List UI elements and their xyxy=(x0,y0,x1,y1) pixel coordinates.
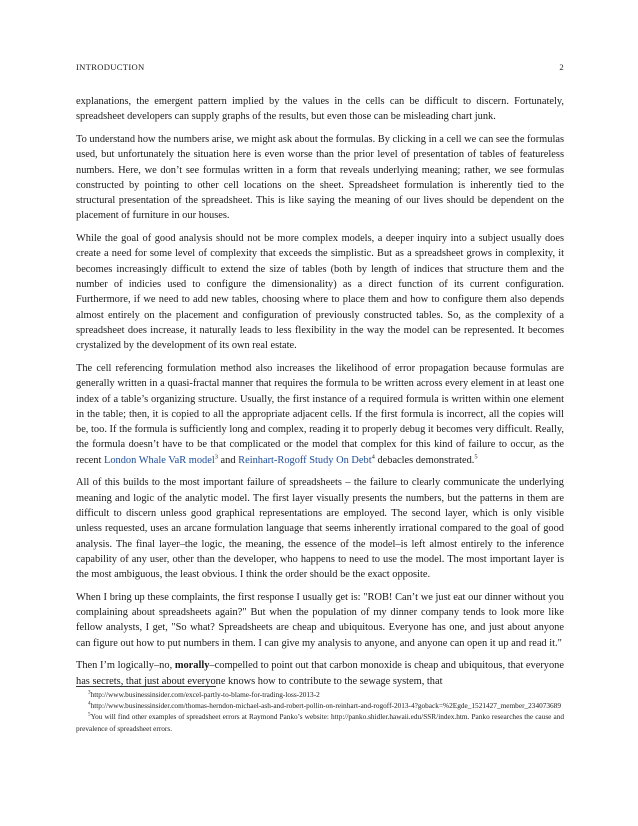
footnote-text[interactable]: http://www.businessinsider.com/excel-partly-to-blame-for-trading-loss-2013-2 xyxy=(90,690,320,699)
footnote-divider xyxy=(76,686,216,687)
footnote xyxy=(76,711,564,733)
paragraph: When I bring up these complaints, the first response I usually get is: "ROB! Can’t we just eat our dinner without you complaining about spreadsheets again?" But when the population of my dinner company tends to look more like fellow analysts, I get, "So what? Spreadsheets are cheap and ubiquitous. Everyone has one, and just about anyone can figure out how to put numbers in them. I can give my analysis to anyone, and anyone can open it up and read it." xyxy=(76,591,564,649)
paragraph-text: –compelled to point out that carbon monoxide is cheap and ubiquitous, that everyone has secrets, that just about everyone knows how to contribute to the sewage system, that xyxy=(76,660,564,687)
paragraph: To understand how the numbers arise, we might ask about the formulas. By clicking in a cell we can see the formulas used, but unfortunately the situation here is even worse than the prior level of presentation of tables of featureless numbers. Here, we don’t see formulas written in a form that reveals underlying meaning; rather, we see formulas constructed by pointing to other cell locations on the sheet. Spreadsheet formulation is inherently tied to the structural presentation of the spreadsheet. This is like saying the meaning of our lives should be dependent on the placement of furniture in our houses. xyxy=(76,133,564,222)
footnote-ref[interactable]: 4 xyxy=(371,453,375,461)
london-whale-link[interactable]: London Whale VaR model xyxy=(103,454,215,466)
paragraph xyxy=(76,361,564,468)
footnotes xyxy=(76,689,564,734)
paragraph: explanations, the emergent pattern implied by the values in the cells can be difficult to discern. Fortunately, spreadsheet developers can supply graphs of the results, but even those can be misleading chart junk. xyxy=(76,96,564,123)
reinhart-rogoff-link[interactable]: Reinhart-Rogoff Study On Debt xyxy=(238,454,372,466)
paragraph-text: debacles demonstrated. xyxy=(374,454,475,466)
footnote-ref[interactable]: 3 xyxy=(214,453,218,461)
paragraph-text: and xyxy=(217,454,239,466)
footnote-mark: 4 xyxy=(88,700,91,707)
footnote-text[interactable]: http://www.businessinsider.com/thomas-herndon-michael-ash-and-robert-pollin-on-reinhart-and-rogoff-2013-4?goback=%2Egde_1521427_member_234073689 xyxy=(90,701,561,711)
footnote xyxy=(76,689,564,700)
paragraph-text: The cell referencing formulation method also increases the likelihood of error propagation because formulas are generally written in a quasi-fractal manner that requires the formula to be written across every element in at least one index of a table’s organizing structure. Usually, the first instance of a required formula is written within one element in the table; then, it is copied to all the appropriate adjacent cells. If the first formula is incorrect, all the copies will be, too. If the formula is sufficiently long and complex, reading it to properly debug it becomes very difficult. Really, the formula doesn’t have to be that complicated or the model that complex for this kind of failure to occur, as the recent xyxy=(76,362,564,466)
footnote-mark: 5 xyxy=(88,711,91,718)
paragraph: All of this builds to the most important failure of spreadsheets – the failure to clearly communicate the underlying meaning and logic of the analytic model. The first layer visually presents the numbers, but the patterns in them are difficult to discern unless good graphical representations are employed. The second layer, which is only visible unless requested, uses an arcane formulation language that seems inherently irrational compared to the goal of good analysis. The final layer–the logic, the meaning, the essence of the model–is left almost entirely to the inference capability of any user, other than the developer, who happens to need to use the model. The most important layer is the most ambiguous, the least obvious. I think the order should be the exact opposite. xyxy=(76,477,564,581)
emphasis-text: morally xyxy=(174,660,210,672)
paragraph xyxy=(76,658,564,689)
footnote-text: You will find other examples of spreadsheet errors at Raymond Panko’s website: http://panko.shidler.hawaii.edu/SSR/index.htm. Panko researches the cause and prevalence of spreadsheet errors. xyxy=(76,712,564,733)
footnote-ref[interactable]: 5 xyxy=(474,453,478,461)
paragraph: While the goal of good analysis should not be more complex models, a deeper inquiry into a subject usually does create a need for some level of complexity that exceeds the simplistic. But as a spreadsheet grows in complexity, it becomes increasingly difficult to extend the size of tables (both by length of indices that structure them and the number of indicies used to configure the dimensionality) as a direct function of its current configuration. Furthermore, if we need to add new tables, choosing where to place them and how to configure them also depends almost entirely on the placement and configuration of previously constructed tables. So, as the complexity of a spreadsheet does increase, it naturally leads to less flexibility in the way the model can be represented. It becomes crystalized by the development of its own real estate. xyxy=(76,233,564,352)
paragraph-text: Then I’m logically–no, xyxy=(76,660,175,672)
chapter-title: INTRODUCTION xyxy=(76,62,145,72)
body-text xyxy=(76,94,564,696)
footnote xyxy=(76,700,564,711)
page-number: 2 xyxy=(559,62,564,72)
footnote-mark: 3 xyxy=(88,689,91,696)
